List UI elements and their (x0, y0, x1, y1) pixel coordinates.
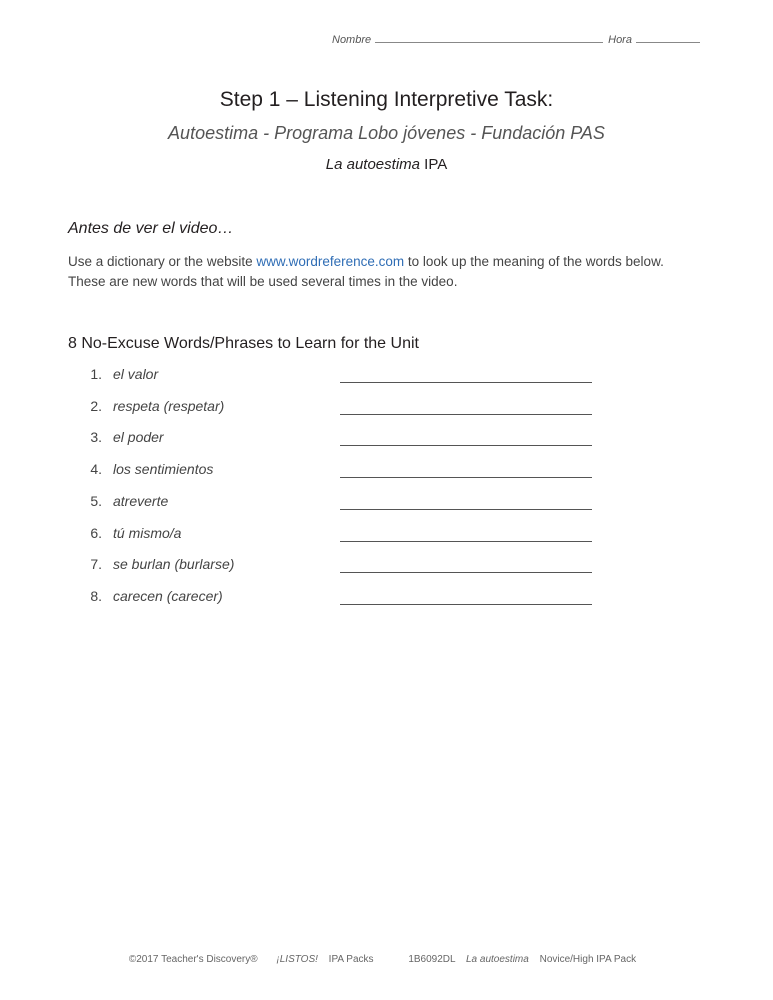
page-subtitle: Autoestima - Programa Lobo jóvenes - Fundación PAS (168, 123, 605, 143)
vocab-item (0, 588, 773, 610)
vocab-item-term: se burlan (burlarse) (113, 556, 235, 573)
footer-pack (400, 954, 644, 965)
ipa-title (0, 156, 773, 173)
vocab-item-term: tú mismo/a (113, 524, 182, 541)
footer-code: 1B6092DL (408, 954, 458, 965)
vocab-item (0, 493, 773, 515)
vocab-item-term: los sentimientos (113, 461, 214, 478)
vocab-item-number: 2. (90, 397, 102, 414)
footer-copyright: ©2017 Teacher's Discovery® (128, 954, 258, 965)
vocab-answer-line[interactable] (340, 382, 592, 383)
page-title: Step 1 – Listening Interpretive Task: (219, 88, 554, 111)
vocab-item-term: el poder (113, 429, 164, 446)
vocab-item-number: 5. (90, 492, 102, 509)
vocab-item-number: 6. (90, 524, 102, 541)
vocab-item-number: 1. (90, 366, 102, 382)
hora-blank-line[interactable] (636, 31, 700, 43)
vocab-item-number: 3. (90, 429, 102, 446)
ipa-title-italic: La autoestima (325, 156, 420, 173)
name-hora-header (332, 31, 700, 46)
vocab-item (0, 366, 773, 388)
vocab-item (0, 398, 773, 420)
footer-pack-italic: La autoestima (465, 954, 529, 965)
page-footer (0, 954, 773, 965)
instructions-text-end: to look up the meaning of the words below. These are new words that will be used several times in the video. (68, 254, 664, 289)
vocab-item (0, 556, 773, 578)
footer-series (276, 954, 381, 965)
vocab-item-number: 7. (90, 556, 102, 573)
before-video-heading: Antes de ver el video… (68, 220, 234, 237)
vocab-item (0, 525, 773, 547)
vocab-item (0, 429, 773, 451)
name-blank-line[interactable] (375, 31, 603, 43)
instructions-paragraph (68, 252, 678, 292)
vocab-answer-line[interactable] (340, 509, 592, 510)
ipa-title-rest: IPA (420, 156, 448, 173)
wordreference-link[interactable]: www.wordreference.com (256, 254, 405, 269)
vocab-item-term: carecen (carecer) (113, 587, 223, 604)
vocab-answer-line[interactable] (340, 477, 592, 478)
vocab-answer-line[interactable] (340, 572, 592, 573)
name-label: Nombre (332, 34, 372, 46)
hora-label: Hora (608, 34, 632, 46)
vocab-item-number: 8. (90, 587, 102, 604)
vocab-item-term: el valor (113, 366, 159, 382)
footer-series-italic: ¡LISTOS! (276, 954, 318, 965)
footer-series-rest: IPA Packs (325, 954, 374, 965)
vocab-answer-line[interactable] (340, 414, 592, 415)
vocab-heading: 8 No-Excuse Words/Phrases to Learn for the Unit (68, 335, 419, 352)
vocab-answer-line[interactable] (340, 445, 592, 446)
vocab-item (0, 461, 773, 483)
vocab-item-term: respeta (respetar) (113, 397, 225, 414)
vocab-item-term: atreverte (113, 492, 169, 509)
instructions-text-start: Use a dictionary or the website (68, 254, 257, 269)
vocab-item-number: 4. (90, 461, 102, 478)
footer-pack-rest: Novice/High IPA Pack (536, 954, 637, 965)
vocab-answer-line[interactable] (340, 604, 592, 605)
vocab-answer-line[interactable] (340, 541, 592, 542)
